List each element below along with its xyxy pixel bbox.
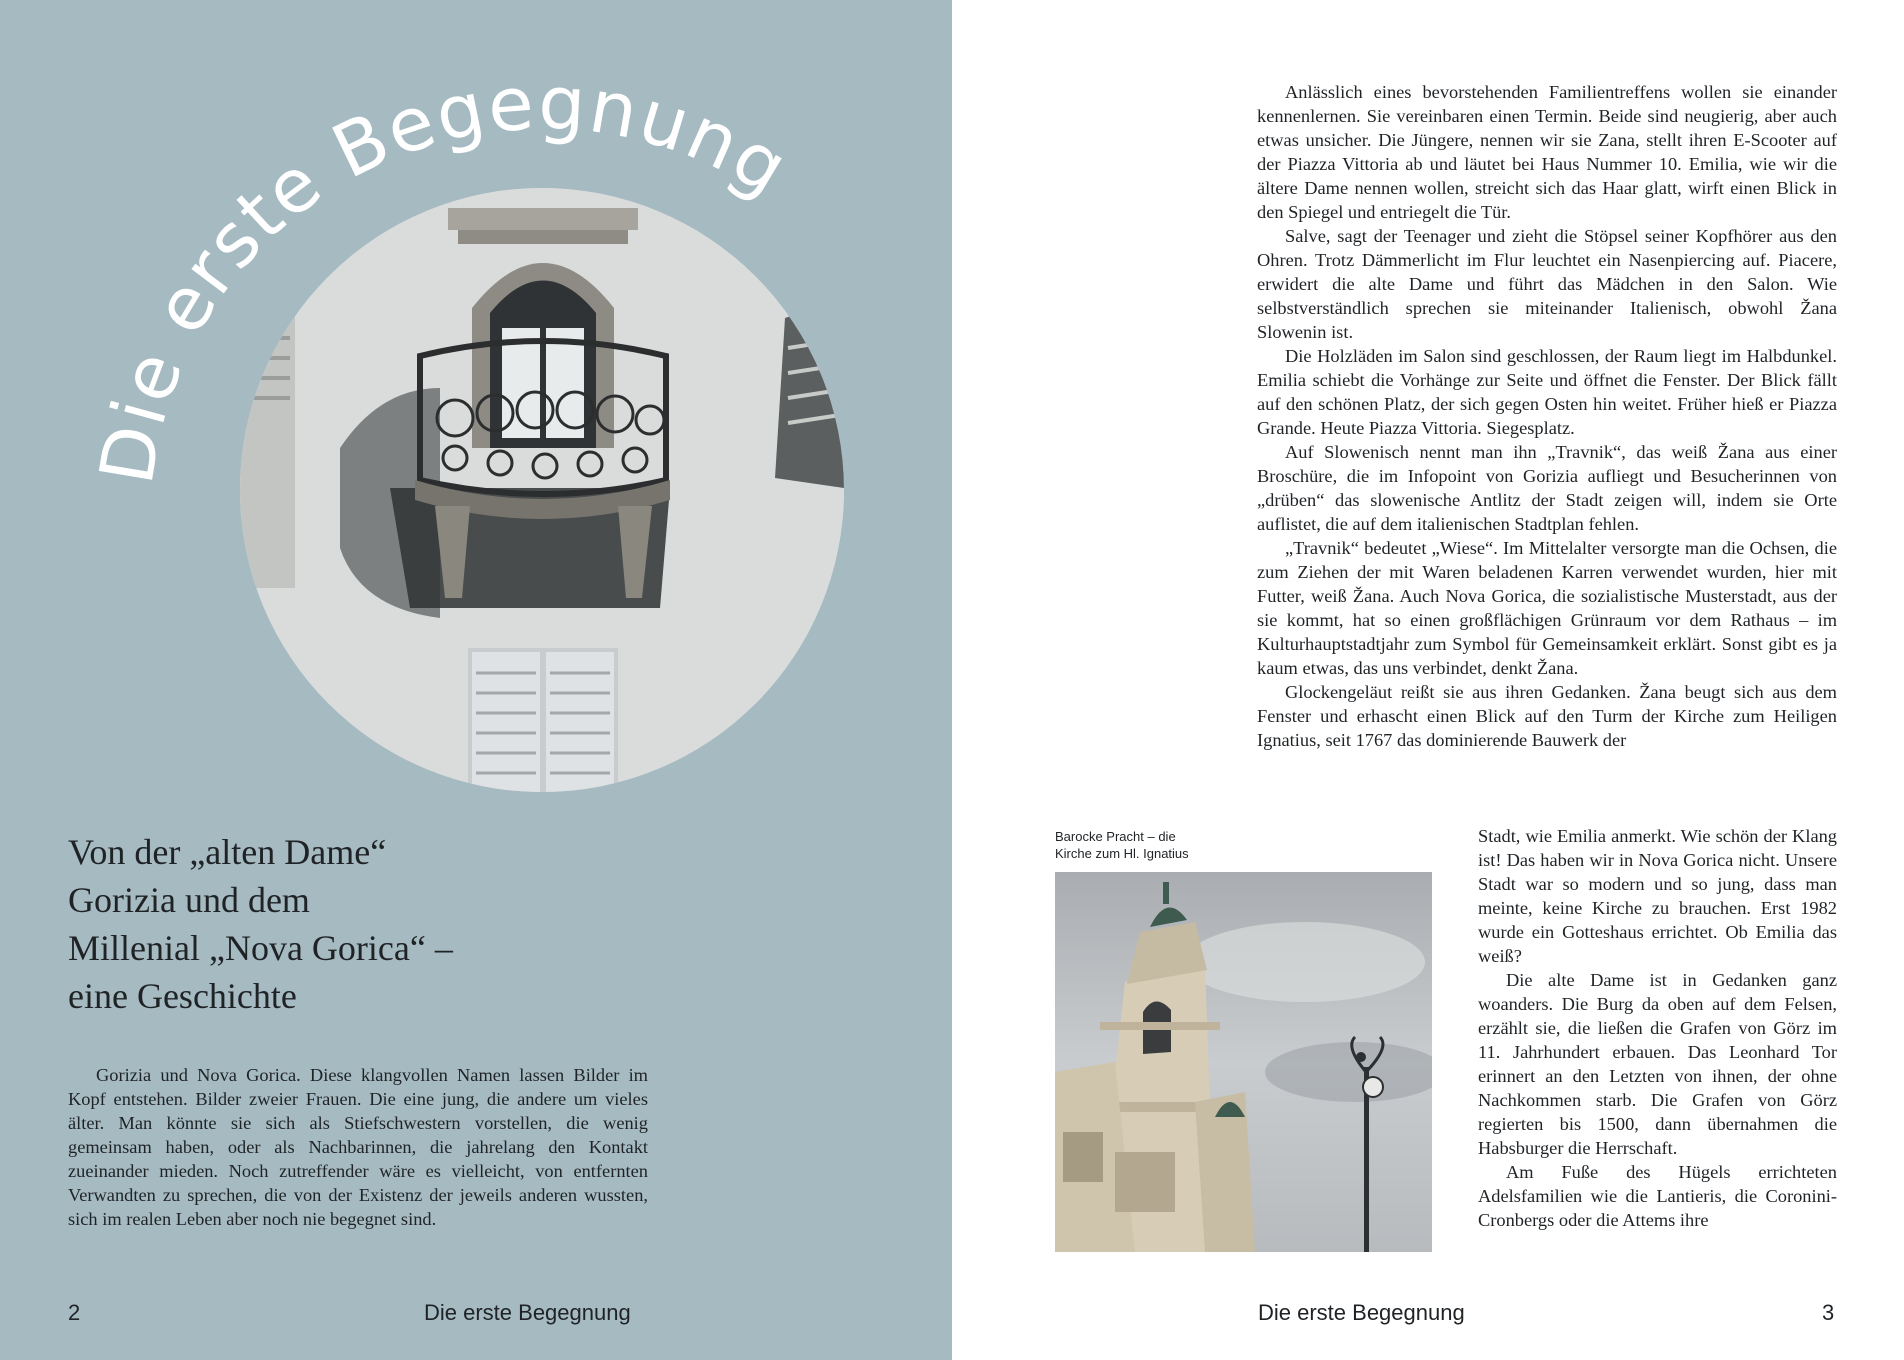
side-text-column — [1478, 824, 1837, 1232]
subtitle-line: Von der „alten Dame“ — [68, 832, 387, 872]
body-paragraph: „Travnik“ bedeutet „Wiese“. Im Mittelalter versorgte man die Ochsen, die zum Ziehen der mit Waren beladenen Karren verwendet wurden, hier mit Futter, weiß Žana. Auch Nova Gorica, die sozialistische Musterstadt, aus der sie kommt, hat so einen großflächigen Grünraum vor dem Rathaus – im Kulturhauptstadtjahr zum Symbol für Gemeinsamkeit erklärt. Sonst gibt es ja kaum etwas, das uns verbindet, denkt Žana. — [1257, 538, 1837, 678]
running-head-right: Die erste Begegnung — [1258, 1300, 1465, 1325]
body-paragraph: Die Holzläden im Salon sind geschlossen, der Raum liegt im Halbdunkel. Emilia schiebt die Vorhänge zur Seite und öffnet die Fenster. Der Blick fällt auf den schönen Platz, der sich gegen Osten hin weitet. Früher hieß er Piazza Grande. Heute Piazza Vittoria. Siegesplatz. — [1257, 346, 1837, 438]
caption-line: Kirche zum Hl. Ignatius — [1055, 846, 1189, 861]
main-text-column — [1257, 80, 1837, 752]
page-number-left: 2 — [68, 1300, 81, 1325]
photo-caption — [1055, 828, 1255, 862]
body-paragraph: Auf Slowenisch nennt man ihn „Travnik“, das weiß Žana aus einer Broschüre, die im Infopoint von Gorizia aufliegt und Besucherinnen von „drüben“ das slowenische Antlitz der Stadt zeigen will, indem sie Orte auflistet, die auf dem italienischen Stadtplan fehlen. — [1257, 442, 1837, 534]
intro-paragraph: Gorizia und Nova Gorica. Diese klangvollen Namen lassen Bilder im Kopf entstehen. Bilder zweier Frauen. Die eine jung, die andere um vieles älter. Man könnte sie sich als Stiefschwestern vorstellen, die wenig gemeinsam haben, oder als Nachbarinnen, die jahrelang den Kontakt zueinander mieden. Noch zutreffender wäre es vielleicht, von entfernten Verwandten zu sprechen, die von der Existenz der jeweils anderen wussten, sich im realen Leben aber noch nie begegnet sind. — [68, 1065, 648, 1229]
subtitle-line: Millenial „Nova Gorica“ – — [68, 928, 453, 968]
subtitle-line: eine Geschichte — [68, 976, 297, 1016]
body-paragraph: Stadt, wie Emilia anmerkt. Wie schön der Klang ist! Das haben wir in Nova Gorica nicht. Unsere Stadt war so modern und so jung, dass man meinte, keine Kirche zu brauchen. Erst 1982 wurde ein Gotteshaus errichtet. Ob Emilia das weiß? — [1478, 826, 1837, 966]
body-paragraph: Am Fuße des Hügels errichteten Adelsfamilien wie die Lantieris, die Coronini-Cronbergs oder die Attems ihre — [1478, 1162, 1837, 1230]
subtitle-line: Gorizia und dem — [68, 880, 310, 920]
page-number-right: 3 — [1822, 1300, 1835, 1325]
chapter-title — [0, 0, 952, 560]
church-photo — [1055, 872, 1432, 1252]
svg-text:Die erste Begegnung: Die erste Begegnung — [83, 60, 804, 490]
body-paragraph: Salve, sagt der Teenager und zieht die Stöpsel seiner Kopfhörer aus den Ohren. Trotz Dämmerlicht im Flur leuchtet ein Nasenpiercing auf. Piacere, erwidert die alte Dame und führt das Mädchen in den Salon. Wie selbstverständlich sprechen sie miteinander Italienisch, obwohl Žana Slowenin ist. — [1257, 226, 1837, 342]
caption-line: Barocke Pracht – die — [1055, 829, 1176, 844]
body-paragraph: Glockengeläut reißt sie aus ihren Gedanken. Žana beugt sich aus dem Fenster und erhascht einen Blick auf den Turm der Kirche zum Heiligen Ignatius, seit 1767 das dominierende Bauwerk der — [1257, 682, 1837, 750]
body-paragraph: Die alte Dame ist in Gedanken ganz woanders. Die Burg da oben auf dem Felsen, erzählt sie, die ließen die Grafen von Görz im 11. Jahrhundert erbauen. Das Leonhard Tor erinnert an den Letzten von ihnen, der ohne Nachkommen starb. Die Grafen von Görz regierten bis 1500, dann übernahmen die Habsburger die Herrschaft. — [1478, 970, 1837, 1158]
running-head-left: Die erste Begegnung — [424, 1300, 631, 1325]
body-paragraph: Anlässlich eines bevorstehenden Familientreffens wollen sie einander kennenlernen. Sie vereinbaren einen Termin. Beide sind neugierig, aber auch etwas unsicher. Die Jüngere, nennen wir sie Zana, stellt ihren E-Scooter auf der Piazza Vittoria ab und läutet bei Haus Nummer 10. Emilia, wie wir die ältere Dame nennen wollen, streicht sich das Haar glatt, wirft einen Blick in den Spiegel und entriegelt die Tür. — [1257, 82, 1837, 222]
chapter-subtitle — [68, 828, 528, 1020]
